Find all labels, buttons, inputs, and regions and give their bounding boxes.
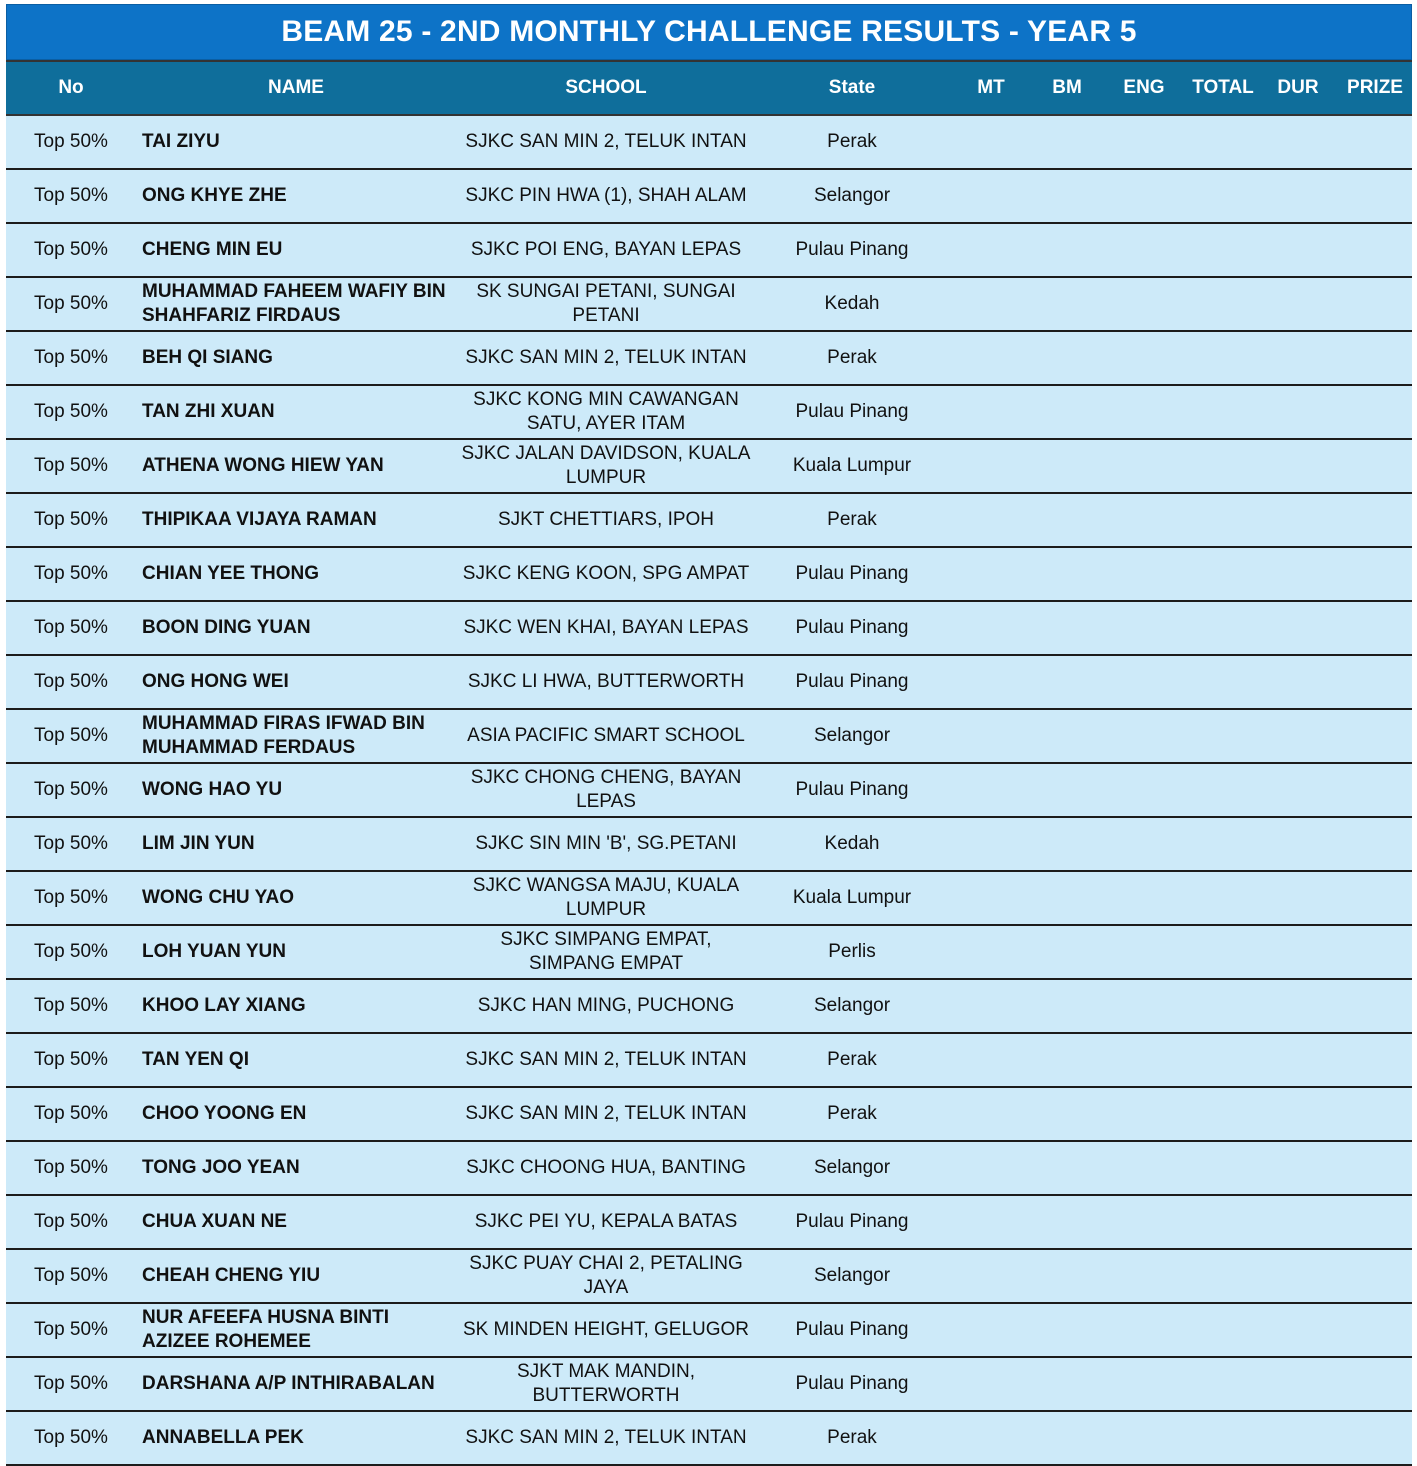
row-mt: [948, 872, 1034, 924]
row-eng: [1100, 818, 1188, 870]
row-state: Pulau Pinang: [795, 671, 909, 692]
row-prize: [1338, 926, 1412, 978]
row-school: SJKC SAN MIN 2, TELUK INTAN: [465, 347, 747, 368]
row-state: Pulau Pinang: [795, 779, 909, 800]
row-no: Top 50%: [34, 1265, 108, 1286]
row-bm: [1034, 116, 1100, 168]
row-state: Selangor: [813, 1265, 891, 1286]
row-no: Top 50%: [34, 347, 108, 368]
row-dur: [1258, 1250, 1338, 1302]
table-row: [6, 818, 1412, 872]
row-no: Top 50%: [34, 563, 108, 584]
row-prize: [1338, 278, 1412, 330]
row-bm: [1034, 764, 1100, 816]
row-name: MUHAMMAD FIRAS IFWAD BIN MUHAMMAD FERDAUS: [142, 713, 425, 758]
row-name: CHUA XUAN NE: [142, 1211, 287, 1232]
row-state: Kedah: [824, 833, 880, 854]
row-eng: [1100, 440, 1188, 492]
row-eng: [1100, 980, 1188, 1032]
row-prize: [1338, 872, 1412, 924]
table-row: [6, 602, 1412, 656]
row-mt: [948, 1250, 1034, 1302]
row-dur: [1258, 602, 1338, 654]
row-prize: [1338, 116, 1412, 168]
table-row: [6, 1304, 1412, 1358]
row-eng: [1100, 494, 1188, 546]
row-eng: [1100, 872, 1188, 924]
row-eng: [1100, 170, 1188, 222]
row-state: Pulau Pinang: [795, 401, 909, 422]
header-dur: DUR: [1277, 77, 1319, 98]
table-row: [6, 872, 1412, 926]
row-total: [1188, 1412, 1258, 1464]
row-name: MUHAMMAD FAHEEM WAFIY BIN SHAHFARIZ FIRDAUS: [142, 281, 446, 326]
row-mt: [948, 1304, 1034, 1356]
row-school: SJKC PEI YU, KEPALA BATAS: [474, 1211, 738, 1232]
row-mt: [948, 278, 1034, 330]
row-bm: [1034, 1034, 1100, 1086]
row-prize: [1338, 1304, 1412, 1356]
table-row: [6, 548, 1412, 602]
row-total: [1188, 224, 1258, 276]
table-row: [6, 116, 1412, 170]
row-school: SJKC HAN MING, PUCHONG: [477, 995, 735, 1016]
row-state: Perak: [827, 1103, 877, 1124]
row-total: [1188, 440, 1258, 492]
row-dur: [1258, 170, 1338, 222]
row-no: Top 50%: [34, 995, 108, 1016]
row-bm: [1034, 1412, 1100, 1464]
row-school: SJKC CHONG CHENG, BAYAN LEPAS: [470, 767, 742, 812]
row-prize: [1338, 1088, 1412, 1140]
row-state: Perak: [827, 347, 877, 368]
row-state: Pulau Pinang: [795, 239, 909, 260]
row-no: Top 50%: [34, 833, 108, 854]
row-eng: [1100, 1304, 1188, 1356]
row-dur: [1258, 1196, 1338, 1248]
table-row: [6, 656, 1412, 710]
table-row: [6, 386, 1412, 440]
row-eng: [1100, 1034, 1188, 1086]
row-mt: [948, 710, 1034, 762]
row-no: Top 50%: [34, 725, 108, 746]
row-mt: [948, 656, 1034, 708]
row-no: Top 50%: [34, 509, 108, 530]
row-dur: [1258, 1412, 1338, 1464]
row-bm: [1034, 494, 1100, 546]
row-mt: [948, 602, 1034, 654]
row-state: Perak: [827, 1427, 877, 1448]
row-state: Pulau Pinang: [795, 563, 909, 584]
row-eng: [1100, 602, 1188, 654]
row-bm: [1034, 170, 1100, 222]
row-total: [1188, 116, 1258, 168]
row-total: [1188, 1142, 1258, 1194]
page-title: BEAM 25 - 2ND MONTHLY CHALLENGE RESULTS - YEAR 5: [6, 4, 1412, 60]
row-dur: [1258, 656, 1338, 708]
row-dur: [1258, 872, 1338, 924]
row-name: CHOO YOONG EN: [142, 1103, 307, 1124]
header-school: SCHOOL: [565, 77, 647, 98]
row-total: [1188, 548, 1258, 600]
row-eng: [1100, 1196, 1188, 1248]
row-school: SJKC JALAN DAVIDSON, KUALA LUMPUR: [461, 443, 751, 488]
header-eng: ENG: [1123, 77, 1165, 98]
row-state: Perak: [827, 509, 877, 530]
row-total: [1188, 818, 1258, 870]
row-bm: [1034, 440, 1100, 492]
row-eng: [1100, 1358, 1188, 1410]
row-dur: [1258, 1358, 1338, 1410]
row-school: SJKC WANGSA MAJU, KUALA LUMPUR: [472, 875, 740, 920]
row-prize: [1338, 1196, 1412, 1248]
row-name: LIM JIN YUN: [142, 833, 255, 854]
row-mt: [948, 1142, 1034, 1194]
row-mt: [948, 1196, 1034, 1248]
row-eng: [1100, 1142, 1188, 1194]
row-prize: [1338, 602, 1412, 654]
row-state: Perak: [827, 1049, 877, 1070]
row-eng: [1100, 116, 1188, 168]
row-prize: [1338, 656, 1412, 708]
row-bm: [1034, 980, 1100, 1032]
row-total: [1188, 980, 1258, 1032]
row-school: SJKC WEN KHAI, BAYAN LEPAS: [463, 617, 749, 638]
row-name: THIPIKAA VIJAYA RAMAN: [142, 509, 377, 530]
row-no: Top 50%: [34, 1211, 108, 1232]
row-mt: [948, 980, 1034, 1032]
row-mt: [948, 818, 1034, 870]
row-bm: [1034, 386, 1100, 438]
row-prize: [1338, 440, 1412, 492]
row-mt: [948, 224, 1034, 276]
row-state: Pulau Pinang: [795, 1319, 909, 1340]
row-dur: [1258, 116, 1338, 168]
row-no: Top 50%: [34, 293, 108, 314]
row-no: Top 50%: [34, 1373, 108, 1394]
row-school: SJKC SIN MIN 'B', SG.PETANI: [475, 833, 737, 854]
row-school: SJKC SAN MIN 2, TELUK INTAN: [465, 1103, 747, 1124]
row-name: KHOO LAY XIANG: [142, 995, 306, 1016]
row-bm: [1034, 278, 1100, 330]
row-school: SJKC LI HWA, BUTTERWORTH: [467, 671, 745, 692]
table-row: [6, 926, 1412, 980]
row-no: Top 50%: [34, 401, 108, 422]
row-eng: [1100, 1088, 1188, 1140]
row-total: [1188, 170, 1258, 222]
row-prize: [1338, 1250, 1412, 1302]
row-dur: [1258, 278, 1338, 330]
row-dur: [1258, 1142, 1338, 1194]
row-name: ONG HONG WEI: [142, 671, 289, 692]
row-prize: [1338, 764, 1412, 816]
row-name: ATHENA WONG HIEW YAN: [142, 455, 384, 476]
header-mt: MT: [977, 77, 1005, 98]
row-state: Selangor: [813, 995, 891, 1016]
row-school: SJKT MAK MANDIN, BUTTERWORTH: [516, 1361, 696, 1406]
row-prize: [1338, 1412, 1412, 1464]
row-dur: [1258, 386, 1338, 438]
row-bm: [1034, 1142, 1100, 1194]
row-school: SJKC SIMPANG EMPAT, SIMPANG EMPAT: [500, 929, 712, 974]
row-total: [1188, 1358, 1258, 1410]
row-mt: [948, 1412, 1034, 1464]
row-name: DARSHANA A/P INTHIRABALAN: [142, 1373, 435, 1394]
row-dur: [1258, 1304, 1338, 1356]
row-total: [1188, 710, 1258, 762]
row-no: Top 50%: [34, 1103, 108, 1124]
row-dur: [1258, 1088, 1338, 1140]
row-school: SJKC POI ENG, BAYAN LEPAS: [470, 239, 742, 260]
row-eng: [1100, 278, 1188, 330]
row-prize: [1338, 224, 1412, 276]
row-no: Top 50%: [34, 455, 108, 476]
row-name: BEH QI SIANG: [142, 347, 273, 368]
row-total: [1188, 1196, 1258, 1248]
row-no: Top 50%: [34, 887, 108, 908]
row-no: Top 50%: [34, 1427, 108, 1448]
table-row: [6, 710, 1412, 764]
row-total: [1188, 764, 1258, 816]
header-state: State: [828, 77, 876, 98]
row-dur: [1258, 332, 1338, 384]
row-school: SJKC PUAY CHAI 2, PETALING JAYA: [469, 1253, 743, 1298]
row-mt: [948, 116, 1034, 168]
row-eng: [1100, 332, 1188, 384]
row-school: SK SUNGAI PETANI, SUNGAI PETANI: [476, 281, 736, 326]
row-prize: [1338, 1034, 1412, 1086]
row-bm: [1034, 1196, 1100, 1248]
row-bm: [1034, 710, 1100, 762]
row-prize: [1338, 710, 1412, 762]
row-dur: [1258, 548, 1338, 600]
row-mt: [948, 926, 1034, 978]
row-state: Selangor: [813, 1157, 891, 1178]
row-name: WONG HAO YU: [142, 779, 283, 800]
row-school: SJKC KONG MIN CAWANGAN SATU, AYER ITAM: [473, 389, 739, 434]
row-prize: [1338, 494, 1412, 546]
row-eng: [1100, 710, 1188, 762]
row-state: Selangor: [813, 185, 891, 206]
results-sheet: [6, 4, 1412, 1466]
header-no: No: [58, 77, 84, 98]
row-mt: [948, 386, 1034, 438]
row-name: ONG KHYE ZHE: [142, 185, 287, 206]
row-prize: [1338, 1358, 1412, 1410]
row-dur: [1258, 818, 1338, 870]
row-bm: [1034, 548, 1100, 600]
table-row: [6, 494, 1412, 548]
row-bm: [1034, 926, 1100, 978]
header-name: NAME: [268, 77, 324, 98]
table-row: [6, 278, 1412, 332]
row-dur: [1258, 224, 1338, 276]
row-eng: [1100, 224, 1188, 276]
table-row: [6, 440, 1412, 494]
row-no: Top 50%: [34, 1319, 108, 1340]
row-mt: [948, 1358, 1034, 1410]
row-prize: [1338, 818, 1412, 870]
table-row: [6, 1142, 1412, 1196]
row-prize: [1338, 548, 1412, 600]
row-name: CHENG MIN EU: [142, 239, 283, 260]
row-prize: [1338, 1142, 1412, 1194]
row-school: SJKC PIN HWA (1), SHAH ALAM: [465, 185, 747, 206]
table-row: [6, 1088, 1412, 1142]
row-state: Pulau Pinang: [795, 617, 909, 638]
row-total: [1188, 1250, 1258, 1302]
row-name: TAN ZHI XUAN: [142, 401, 275, 422]
row-school: SJKC KENG KOON, SPG AMPAT: [462, 563, 750, 584]
row-bm: [1034, 1250, 1100, 1302]
row-total: [1188, 602, 1258, 654]
row-dur: [1258, 926, 1338, 978]
row-prize: [1338, 170, 1412, 222]
row-no: Top 50%: [34, 779, 108, 800]
row-no: Top 50%: [34, 239, 108, 260]
row-dur: [1258, 980, 1338, 1032]
row-school: SJKT CHETTIARS, IPOH: [497, 509, 715, 530]
row-eng: [1100, 656, 1188, 708]
table-row: [6, 1250, 1412, 1304]
row-bm: [1034, 656, 1100, 708]
row-mt: [948, 1034, 1034, 1086]
row-state: Kedah: [824, 293, 880, 314]
header-bm: BM: [1052, 77, 1082, 98]
row-state: Perlis: [828, 941, 876, 962]
row-school: SK MINDEN HEIGHT, GELUGOR: [462, 1319, 750, 1340]
row-state: Kuala Lumpur: [792, 887, 912, 908]
row-bm: [1034, 818, 1100, 870]
row-eng: [1100, 1250, 1188, 1302]
row-name: LOH YUAN YUN: [142, 941, 286, 962]
row-total: [1188, 1304, 1258, 1356]
row-eng: [1100, 764, 1188, 816]
row-bm: [1034, 1088, 1100, 1140]
row-no: Top 50%: [34, 1049, 108, 1070]
row-prize: [1338, 386, 1412, 438]
row-mt: [948, 548, 1034, 600]
row-state: Pulau Pinang: [795, 1373, 909, 1394]
table-body: [6, 116, 1412, 1466]
row-mt: [948, 332, 1034, 384]
table-row: [6, 1196, 1412, 1250]
row-no: Top 50%: [34, 1157, 108, 1178]
row-mt: [948, 440, 1034, 492]
row-bm: [1034, 602, 1100, 654]
row-mt: [948, 764, 1034, 816]
row-name: TAN YEN QI: [142, 1049, 249, 1070]
row-state: Kuala Lumpur: [792, 455, 912, 476]
table-row: [6, 170, 1412, 224]
row-total: [1188, 926, 1258, 978]
row-no: Top 50%: [34, 671, 108, 692]
row-eng: [1100, 1412, 1188, 1464]
row-bm: [1034, 872, 1100, 924]
table-row: [6, 764, 1412, 818]
row-no: Top 50%: [34, 131, 108, 152]
row-bm: [1034, 224, 1100, 276]
row-name: CHIAN YEE THONG: [142, 563, 320, 584]
row-dur: [1258, 710, 1338, 762]
row-state: Pulau Pinang: [795, 1211, 909, 1232]
header-prize: PRIZE: [1347, 77, 1403, 98]
row-bm: [1034, 332, 1100, 384]
row-name: NUR AFEEFA HUSNA BINTI AZIZEE ROHEMEE: [142, 1307, 389, 1352]
row-total: [1188, 1088, 1258, 1140]
row-school: ASIA PACIFIC SMART SCHOOL: [467, 725, 745, 746]
table-header: [6, 60, 1412, 116]
row-prize: [1338, 980, 1412, 1032]
row-total: [1188, 332, 1258, 384]
row-total: [1188, 494, 1258, 546]
row-eng: [1100, 926, 1188, 978]
row-mt: [948, 494, 1034, 546]
row-total: [1188, 872, 1258, 924]
row-name: CHEAH CHENG YIU: [142, 1265, 321, 1286]
row-school: SJKC SAN MIN 2, TELUK INTAN: [465, 1049, 747, 1070]
row-dur: [1258, 440, 1338, 492]
row-name: WONG CHU YAO: [142, 887, 295, 908]
row-state: Selangor: [813, 725, 891, 746]
row-dur: [1258, 494, 1338, 546]
row-total: [1188, 278, 1258, 330]
row-school: SJKC CHOONG HUA, BANTING: [466, 1157, 746, 1178]
row-eng: [1100, 548, 1188, 600]
row-total: [1188, 656, 1258, 708]
row-mt: [948, 1088, 1034, 1140]
table-row: [6, 1412, 1412, 1466]
row-name: ANNABELLA PEK: [142, 1427, 304, 1448]
row-dur: [1258, 764, 1338, 816]
row-mt: [948, 170, 1034, 222]
table-row: [6, 332, 1412, 386]
row-dur: [1258, 1034, 1338, 1086]
row-eng: [1100, 386, 1188, 438]
row-name: TAI ZIYU: [142, 131, 220, 152]
header-total: TOTAL: [1192, 77, 1254, 98]
table-row: [6, 224, 1412, 278]
row-no: Top 50%: [34, 617, 108, 638]
row-no: Top 50%: [34, 185, 108, 206]
row-state: Perak: [827, 131, 877, 152]
table-row: [6, 1358, 1412, 1412]
table-row: [6, 1034, 1412, 1088]
row-school: SJKC SAN MIN 2, TELUK INTAN: [465, 1427, 747, 1448]
row-name: TONG JOO YEAN: [142, 1157, 300, 1178]
row-total: [1188, 386, 1258, 438]
row-no: Top 50%: [34, 941, 108, 962]
row-prize: [1338, 332, 1412, 384]
row-name: BOON DING YUAN: [142, 617, 311, 638]
row-school: SJKC SAN MIN 2, TELUK INTAN: [465, 131, 747, 152]
table-row: [6, 980, 1412, 1034]
row-total: [1188, 1034, 1258, 1086]
row-bm: [1034, 1358, 1100, 1410]
row-bm: [1034, 1304, 1100, 1356]
